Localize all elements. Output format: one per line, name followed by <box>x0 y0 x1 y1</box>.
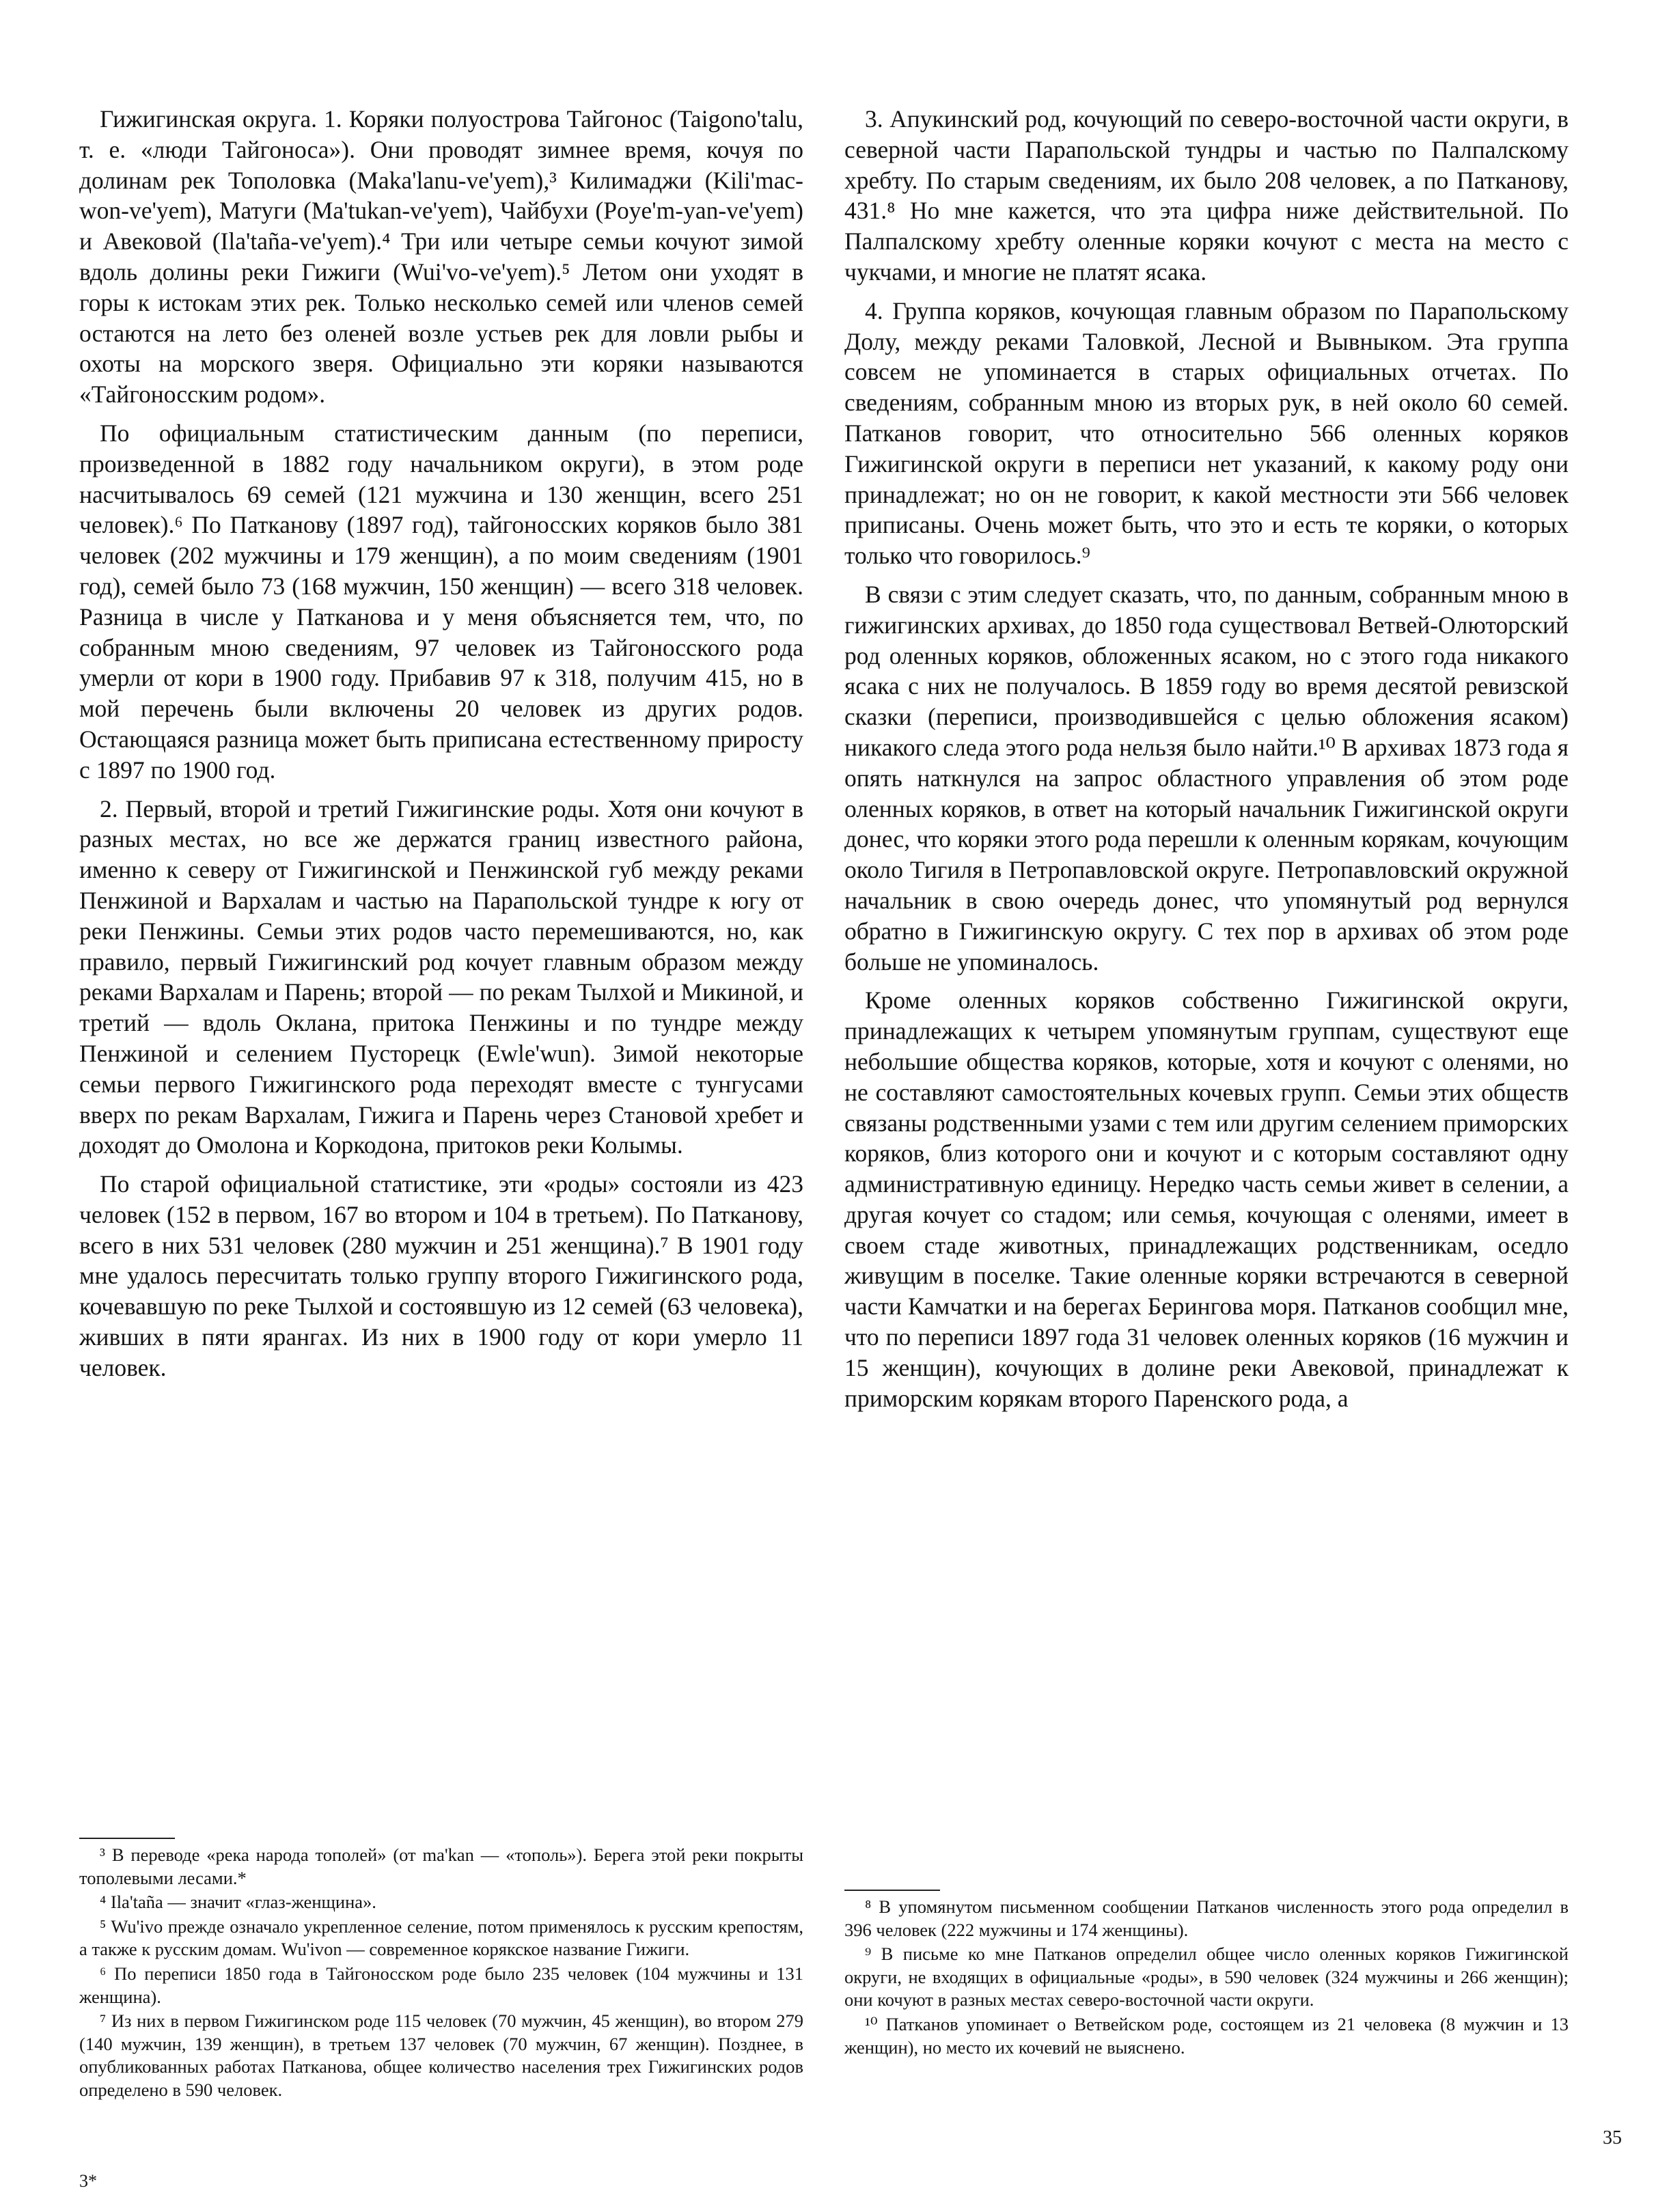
paragraph-gizhiga-clans-statistics: По старой официальной статистике, эти «роды» состояли из 423 человек (152 в первом, 167 во втором и 104 в третьем). По Патканову, всего в них 531 человек (280 мужчин и 251 женщина).⁷ В 1901 году мне удалось пересчитать только группу второго Гижигинского рода, кочевавшую по реке Тылхой и состоявшую из 12 семей (63 человека), живших в пяти ярангах. Из них в 1900 году от кори умерло 11 человек. <box>79 1170 803 1381</box>
paragraph-parapolsky-group: 4. Группа коряков, кочующая главным образом по Парапольскому Долу, между реками Таловкой, Лесной и Вывныком. Эта группа совсем не упоминается в старых официальных отчетах. По сведениям, собранным мною из вторых рук, в ней около 60 семей. Патканов говорит, что относительно 566 оленных коряков Гижигинской округи в переписи нет указаний, к какому роду они принадлежат; но он не говорит, к какой местности эти 566 человек приписаны. Очень может быть, что это и есть те коряки, о которых только что говорилось.⁹ <box>844 296 1569 570</box>
footnote-6: ⁶ По переписи 1850 года в Тайгоносском роде было 235 человек (104 мужчины и 131 женщина). <box>79 1963 803 2007</box>
footnote-7: ⁷ Из них в первом Гижигинском роде 115 человек (70 мужчин, 45 женщин), во втором 279 (140 мужчин, 139 женщин), в третьем 137 человек (70 мужчин, 67 женщин). Позднее, в опубликованных работах Патканова, общее количество населения трех Гижигинских родов определено в 590 человек. <box>79 2010 803 2100</box>
left-footnotes <box>79 1844 803 2102</box>
right-footnote-separator <box>844 1890 940 1891</box>
footnote-3: ³ В переводе «река народа тополей» (от ma'kan — «тополь»). Берега этой реки покрыты тополевыми лесами.* <box>79 1844 803 1888</box>
paragraph-taigonos-koryaks: Гижигинская округа. 1. Коряки полуострова Тайгонос (Taigono'talu, т. е. «люди Тайгоноса»). Они проводят зимнее время, кочуя по долинам рек Тополовка (Maka'lanu-ve'yem),³ Килимаджи (Kili'mac-won-ve'yem), Матуги (Ma'tukan-ve'yem), Чайбухи (Poye'm-yan-ve'yem) и Авековой (Ila'taña-ve'yem).⁴ Три или четыре семьи кочуют зимой вдоль долины реки Гижиги (Wui'vo-ve'yem).⁵ Летом они уходят в горы к истокам этих рек. Только несколько семей или членов семей остаются на лето без оленей возле устьев рек для ловли рыбы и охоты на морского зверя. Официально эти коряки называются «Тайгоносским родом». <box>79 105 803 409</box>
paragraph-vetvei-olyutorsky-clan: В связи с этим следует сказать, что, по данным, собранным мною в гижигинских архивах, до 1850 года существовал Ветвей-Олюторский род оленных коряков, обложенных ясаком, но с этого года никакого ясака с них не получалось. В 1859 году во время десятой ревизской сказки (переписи, производившейся с целью обложения ясаком) никакого следа этого рода нельзя было найти.¹⁰ В архивах 1873 года я опять наткнулся на запрос областного управления об этом роде оленных коряков, в ответ на который начальник Гижигинской округи донес, что коряки этого рода перешли к оленным корякам, кочующим около Тигиля в Петропавловской округе. Петропавловский окружной начальник в свою очередь донес, что упомянутый род вернулся обратно в Гижигинскую округу. С тех пор в архивах об этом роде больше не упоминалось. <box>844 580 1569 976</box>
right-footnotes <box>844 1896 1569 2059</box>
left-column-text <box>79 104 803 1383</box>
right-column-text <box>844 104 1569 1413</box>
paragraph-apuka-clan: 3. Апукинский род, кочующий по северо-восточной части округи, в северной части Парапольской тундры и частью по Палпалскому хребту. По старым сведениям, их было 208 человек, а по Патканову, 431.⁸ Но мне кажется, что эта цифра ниже действительной. По Палпалскому хребту оленные коряки кочуют с места на место с чукчами, и многие не платят ясака. <box>844 105 1569 286</box>
footnote-10: ¹⁰ Патканов упоминает о Ветвейском роде, состоящем из 21 человека (8 мужчин и 13 женщин), но место их кочевий не выяснено. <box>844 2013 1569 2058</box>
footnote-5: ⁵ Wu'ivo прежде означало укрепленное селение, потом применялось к русским крепостям, а также к русским домам. Wu'ivon — современное корякское название Гижиги. <box>79 1916 803 1960</box>
paragraph-gizhiga-clans: 2. Первый, второй и третий Гижигинские роды. Хотя они кочуют в разных местах, но все же держатся границ известного района, именно к северу от Гижигинской и Пенжинской губ между реками Пенжиной и Вархалам и частью на Парапольской тундре к югу от реки Пенжины. Семьи этих родов часто перемешиваются, но, как правило, первый Гижигинский род кочует главным образом между реками Вархалам и Парень; второй — по рекам Тылхой и Микиной, и третий — вдоль Оклана, притока Пенжины и по тундре между Пенжиной и селением Пусторецк (Ewle'wun). Зимой некоторые семьи первого Гижигинского рода переходят вместе с тунгусами вверх по рекам Вархалам, Гижига и Парень через Становой хребет и доходят до Омолона и Коркодона, притоков реки Колымы. <box>79 794 803 1159</box>
paragraph-taigonos-statistics: По официальным статистическим данным (по переписи, произведенной в 1882 году начальником округи), в этом роде насчитывалось 69 семей (121 мужчина и 130 женщин, всего 251 человек).⁶ По Патканову (1897 год), тайгоносских коряков было 381 человек (202 мужчины и 179 женщин), а по моим сведениям (1901 год), семей было 73 (168 мужчин, 150 женщин) — всего 318 человек. Разница в числе у Патканова и у меня объясняется тем, что, по собранным мною сведениям, 97 человек из Тайгоносского рода умерли от кори в 1900 году. Прибавив 97 к 318, получим 415, но в мой перечень были включены 20 человек из других родов. Остающаяся разница может быть приписана естественному приросту с 1897 по 1900 год. <box>79 419 803 784</box>
footnote-8: ⁸ В упомянутом письменном сообщении Патканов численность этого рода определил в 396 человек (222 мужчины и 174 женщины). <box>844 1896 1569 1940</box>
printer-signature: 3* <box>79 2171 97 2191</box>
left-footnote-separator <box>79 1838 175 1839</box>
footnote-4: ⁴ Ila'taña — значит «глаз-женщина». <box>100 1892 376 1913</box>
page-number: 35 <box>1603 2127 1622 2148</box>
footnote-9: ⁹ В письме ко мне Патканов определил общее число оленных коряков Гижигинской округи, не входящих в официальные «роды», в 590 человек (324 мужчины и 266 женщин); они кочуют в разных местах северо-восточной части округи. <box>844 1944 1569 2010</box>
paragraph-small-reindeer-societies: Кроме оленных коряков собственно Гижигинской округи, принадлежащих к четырем упомянутым группам, существуют еще небольшие общества коряков, которые, хотя и кочуют с оленями, но не составляют самостоятельных кочевых групп. Семьи этих обществ связаны родственными узами с тем или другим селением приморских коряков, близ которого они и кочуют и с которым составляют одну административную единицу. Нередко часть семьи живет в селении, а другая кочует со стадом; или семья, кочующая с оленями, имеет в своем стаде животных, принадлежащих родственникам, оседло живущим в поселке. Такие оленные коряки встречаются в северной части Камчатки и на берегах Берингова моря. Патканов сообщил мне, что по переписи 1897 года 31 человек оленных коряков (16 мужчин и 15 женщин), кочующих в долине реки Авековой, принадлежат к приморским корякам второго Паренского рода, а <box>844 986 1569 1412</box>
